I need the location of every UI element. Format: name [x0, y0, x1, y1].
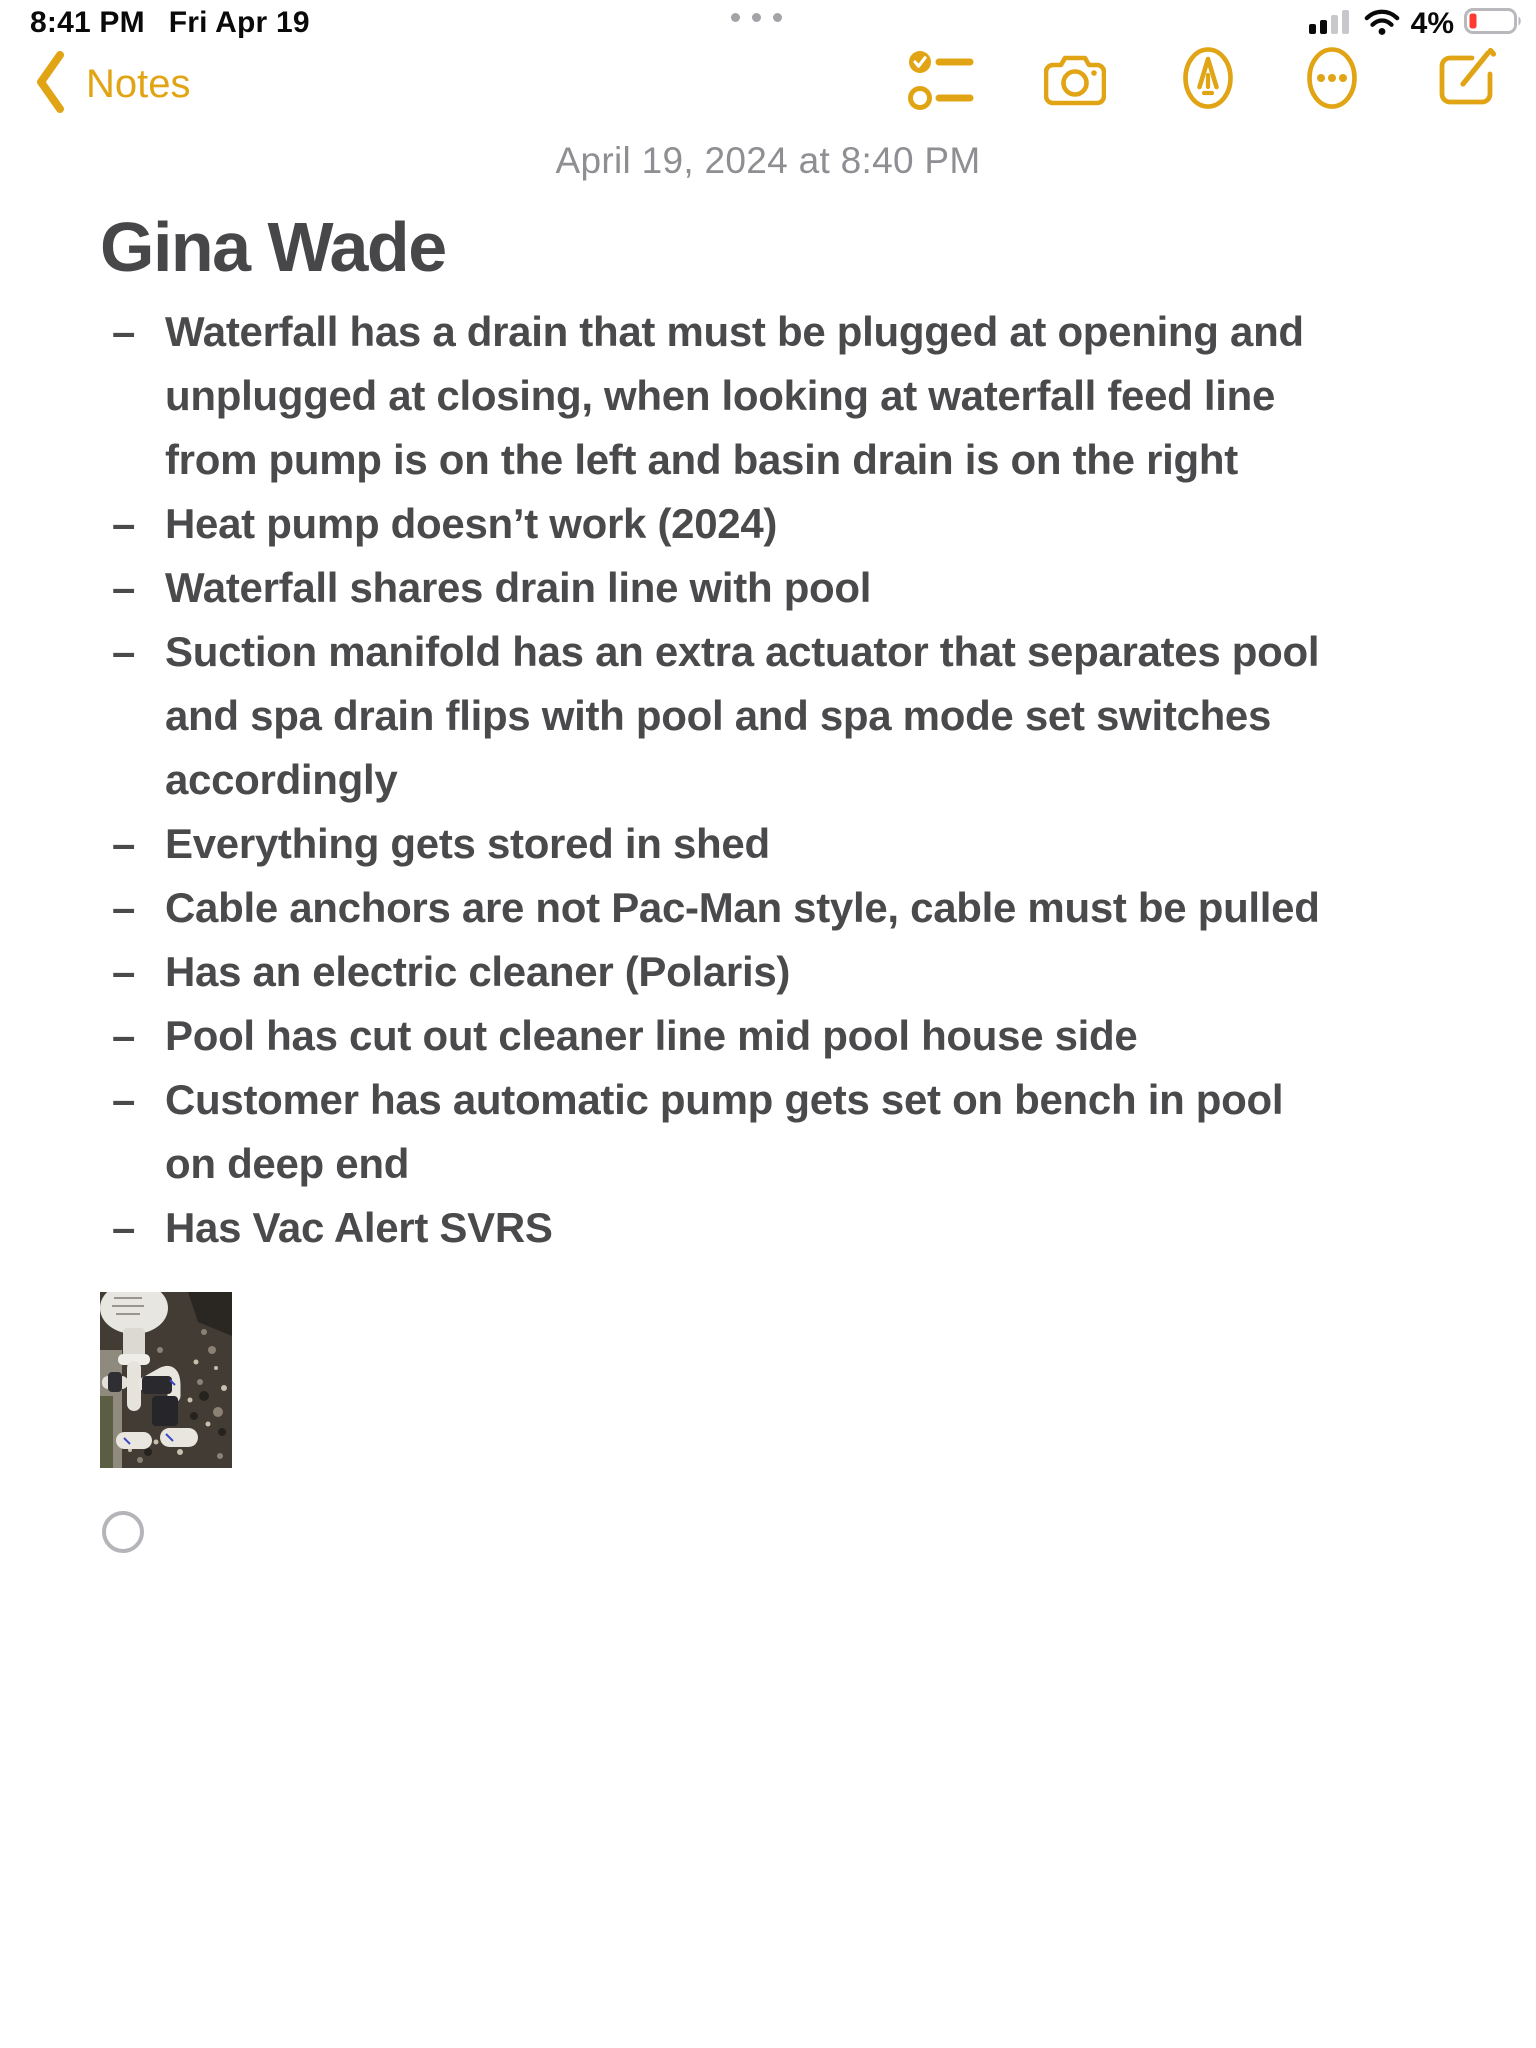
bullet-marker: –	[112, 1204, 136, 1251]
list-item	[112, 1068, 1472, 1196]
bullet-text-line: Pool has cut out cleaner line mid pool house side	[165, 1012, 1138, 1059]
bullet-marker: –	[112, 820, 136, 867]
bullet-text-line: Everything gets stored in shed	[165, 820, 770, 867]
bullet-text-line: from pump is on the left and basin drain is on the right	[165, 436, 1238, 483]
bullet-marker: –	[112, 308, 136, 355]
bullet-marker: –	[112, 948, 136, 995]
bullet-text-line: on deep end	[165, 1140, 410, 1187]
back-button[interactable]	[34, 50, 191, 119]
status-date: Fri Apr 19	[168, 6, 310, 39]
bullet-text-line: Customer has automatic pump gets set on bench in pool	[165, 1076, 1284, 1123]
bullet-text	[165, 556, 1472, 620]
list-item	[112, 492, 1472, 556]
cellular-signal-icon	[1309, 6, 1353, 41]
bullet-marker: –	[112, 628, 136, 675]
bullet-text	[165, 876, 1472, 940]
list-item	[112, 1004, 1472, 1068]
checklist-button[interactable]	[908, 48, 976, 117]
bullet-text-line: and spa drain flips with pool and spa mode set switches	[165, 692, 1272, 739]
note-title[interactable]: Gina Wade	[100, 208, 446, 286]
list-item	[112, 556, 1472, 620]
bullet-text	[165, 812, 1472, 876]
list-item	[112, 812, 1472, 876]
bullet-marker: –	[112, 884, 136, 931]
bullet-marker: –	[112, 1012, 136, 1059]
bullet-text	[165, 300, 1472, 492]
markup-button[interactable]	[1182, 46, 1234, 115]
more-button[interactable]	[1306, 46, 1358, 115]
battery-icon	[1464, 7, 1522, 40]
bullet-marker: –	[112, 500, 136, 547]
compose-button[interactable]	[1436, 46, 1498, 113]
bullet-text-line: Waterfall has a drain that must be plugged at opening and	[165, 308, 1304, 355]
status-bar-right	[1309, 6, 1522, 41]
note-timestamp: April 19, 2024 at 8:40 PM	[555, 140, 981, 181]
camera-button[interactable]	[1044, 53, 1106, 112]
bullet-marker: –	[112, 1076, 136, 1123]
bullet-text-line: Waterfall shares drain line with pool	[165, 564, 872, 611]
list-item	[112, 940, 1472, 1004]
bullet-text	[165, 1068, 1472, 1196]
bullet-text-line: Heat pump doesn’t work (2024)	[165, 500, 778, 547]
list-item	[112, 620, 1472, 812]
chevron-left-icon	[34, 50, 64, 119]
wifi-icon	[1363, 6, 1401, 41]
bullet-text	[165, 620, 1472, 812]
photo-attachment[interactable]	[100, 1292, 232, 1468]
bullet-text	[165, 1196, 1472, 1260]
bullet-text-line: Cable anchors are not Pac-Man style, cable must be pulled	[165, 884, 1320, 931]
list-item	[112, 300, 1472, 492]
status-time: 8:41 PM	[30, 6, 145, 39]
checklist-empty-circle[interactable]	[102, 1511, 144, 1553]
bullet-text-line: unplugged at closing, when looking at waterfall feed line	[165, 372, 1276, 419]
bullet-text	[165, 1004, 1472, 1068]
bullet-text-line: Has an electric cleaner (Polaris)	[165, 948, 791, 995]
bullet-text-line: Suction manifold has an extra actuator that separates pool	[165, 628, 1320, 675]
bullet-text-line: Has Vac Alert SVRS	[165, 1204, 553, 1251]
bullet-marker: –	[112, 564, 136, 611]
list-item	[112, 1196, 1472, 1260]
bullet-text-line: accordingly	[165, 756, 398, 803]
status-bar-left	[30, 6, 310, 40]
multitask-handle-icon[interactable]	[731, 13, 782, 22]
bullet-text	[165, 940, 1472, 1004]
bullet-list[interactable]	[112, 300, 1472, 1260]
list-item	[112, 876, 1472, 940]
bullet-text	[165, 492, 1472, 556]
back-button-label: Notes	[86, 62, 191, 106]
battery-percent: 4%	[1410, 6, 1454, 40]
